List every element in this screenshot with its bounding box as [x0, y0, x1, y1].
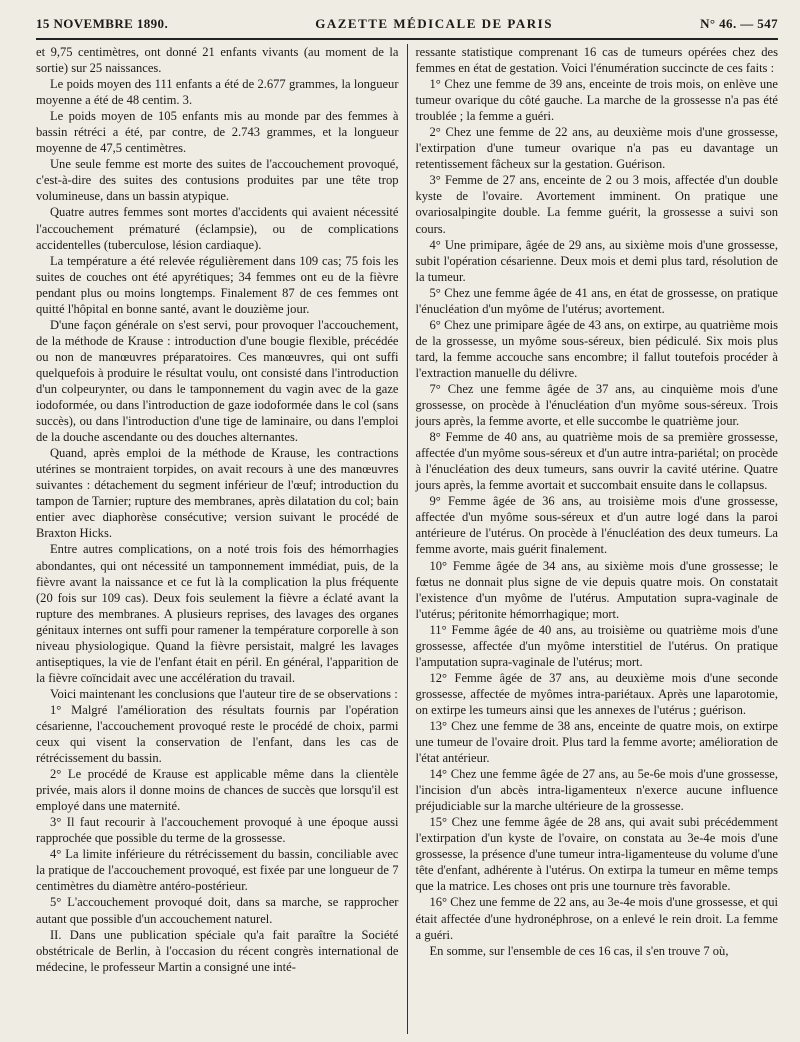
- paragraph: ressante statistique comprenant 16 cas de tumeurs opérées chez des femmes en état de gestation. Voici l'énumération succincte de ces faits :: [415, 45, 778, 76]
- right-column: [407, 44, 779, 1034]
- paragraph: 3° Il faut recourir à l'accouchement provoqué à une époque aussi rapprochée que possible du terme de la grossesse.: [36, 815, 399, 846]
- page-number: N° 46. — 547: [700, 16, 778, 31]
- paragraph: 16° Chez une femme de 22 ans, au 3e-4e mois d'une grossesse, et qui était affectée d'une hydronéphrose, on a enlevé le rein droit. La femme a guéri.: [415, 895, 778, 942]
- paragraph: Une seule femme est morte des suites de l'accouchement provoqué, c'est-à-dire des suites des contusions produites par une tête trop volumineuse, dans un bassin atypique.: [36, 157, 399, 204]
- paragraph: Le poids moyen de 105 enfants mis au monde par des femmes à bassin rétréci a été, par contre, de 2.743 grammes, et la longueur moyenne de 47,5 centimètres.: [36, 109, 399, 156]
- paragraph: 7° Chez une femme âgée de 37 ans, au cinquième mois d'une grossesse, on procède à l'énucléation d'un myôme sous-séreux. Trois jours après, la femme avorte, et elle succombe le quatrième jour.: [415, 381, 778, 429]
- paragraph: Le poids moyen des 111 enfants a été de 2.677 grammes, la longueur moyenne a été de 48 centim. 3.: [36, 77, 399, 108]
- paragraph: 13° Chez une femme de 38 ans, enceinte de quatre mois, on extirpe une tumeur de l'ovaire droit. Plus tard la femme avorte; amélioration de l'état antérieur.: [415, 718, 778, 766]
- paragraph: 6° Chez une primipare âgée de 43 ans, on extirpe, au quatrième mois de la grossesse, un myôme sous-séreux, bien pédiculé. Six mois plus tard, la femme accouche sans encombre; il fallut toutefois procéder à l'extraction manuelle du délivre.: [415, 317, 778, 380]
- paragraph: 4° La limite inférieure du rétrécissement du bassin, conciliable avec la pratique de l'accouchement provoqué, est fixée par une longueur de 7 centimètres du diamètre antéro-postérieur.: [36, 847, 399, 894]
- paragraph: Quand, après emploi de la méthode de Krause, les contractions utérines se montraient torpides, on avait recours à une des manœuvres suivantes : détachement du segment inférieur de l'œuf; introduction du tampon de Tarnier; rupture des membranes, après dilatation du col; bain entier avec diaphorèse consécutive; version suivant le procédé de Braxton Hicks.: [36, 446, 399, 541]
- paragraph: 1° Malgré l'amélioration des résultats fournis par l'opération césarienne, l'accouchement provoqué reste le procédé de choix, parmi ceux qui visent la conservation de l'enfant, dans les cas de rétrécissement du bassin.: [36, 702, 399, 766]
- paragraph: 11° Femme âgée de 40 ans, au troisième ou quatrième mois d'une grossesse, affectée d'un myôme interstitiel de l'utérus. On pratique l'amputation supra-vaginale de l'utérus; mort.: [415, 622, 778, 669]
- paragraph: 5° Chez une femme âgée de 41 ans, en état de grossesse, on pratique l'énucléation d'un myôme de l'utérus; avortement.: [415, 285, 778, 316]
- paragraph: La température a été relevée régulièrement dans 109 cas; 75 fois les suites de couches ont été apyrétiques; 34 femmes ont eu de la fièvre pendant plus ou moins longtemps. Finalement 87 de ces femmes ont quitté l'hôpital en bonne santé, avant le douzième jour.: [36, 253, 399, 316]
- paragraph: 10° Femme âgée de 34 ans, au sixième mois d'une grossesse; le fœtus ne donnait plus signe de vie depuis quatre mois. On constatait l'existence d'un myôme de l'utérus. Amputation supra-vaginale de l'utérus; péritonite hémorrhagique; mort.: [415, 558, 778, 621]
- paragraph: 1° Chez une femme de 39 ans, enceinte de trois mois, on enlève une tumeur ovarique du côté gauche. La marche de la grossesse n'a pas été troublée ; la femme a guéri.: [415, 77, 778, 124]
- paragraph: et 9,75 centimètres, ont donné 21 enfants vivants (au moment de la sortie) sur 25 naissances.: [36, 45, 399, 76]
- journal-title: GAZETTE MÉDICALE DE PARIS: [315, 16, 553, 31]
- paragraph: 12° Femme âgée de 37 ans, au deuxième mois d'une seconde grossesse, affectée de myômes intra-pariétaux. Après une laparotomie, on extirpe les tumeurs ainsi que les annexes de l'utérus ; guérison.: [415, 670, 778, 717]
- paragraph: 8° Femme de 40 ans, au quatrième mois de sa première grossesse, affectée d'un myôme sous-séreux et d'un autre intra-pariétal; on procède à l'énucléation des deux tumeurs, sans ouvrir la cavité utérine. Quatre jours après, la femme avortait et succombait ensuite dans le collapsus.: [415, 430, 778, 493]
- issue-date: 15 NOVEMBRE 1890.: [36, 16, 169, 31]
- paragraph: En somme, sur l'ensemble de ces 16 cas, il s'en trouve 7 où,: [429, 943, 729, 958]
- paragraph: D'une façon générale on s'est servi, pour provoquer l'accouchement, de la méthode de Krause : introduction d'une bougie flexible, précédée ou non de manœuvres préparatoires. Ces manœuvres, qui ont suffi quelquefois à produire le résultat voulu, ont consisté dans l'introduction d'un colpeurynter, ou dans le tamponnement du vagin avec de la gaze iodoformée, ou dans l'introduction de gaze iodoformée dans le col (sans succès), ou dans l'introduction d'une tige de laminaire, ou dans l'emploi de la douche ascendante ou des douches alternantes.: [36, 317, 399, 445]
- paragraph: 3° Femme de 27 ans, enceinte de 2 ou 3 mois, affectée d'un double kyste de l'ovaire. Avortement imminent. On pratique une ovariosalpingite double. La femme guérit, la grossesse a suivi son cours.: [415, 173, 778, 236]
- left-column: [36, 44, 407, 1034]
- paragraph: 2° Le procédé de Krause est applicable même dans la clientèle privée, mais alors il donne moins de chances de succès que lorsqu'il est employé dans une maternité.: [36, 767, 399, 814]
- paragraph: 2° Chez une femme de 22 ans, au deuxième mois d'une grossesse, l'extirpation d'une tumeur ovarique n'a pas eu davantage un retentissement fâcheux sur la gestation. Guérison.: [415, 125, 778, 172]
- text-columns: [36, 44, 778, 1034]
- paragraph: Quatre autres femmes sont mortes d'accidents qui avaient nécessité l'accouchement prématuré (éclampsie), ou de complications accidentelles (tuberculose, lésion cardiaque).: [36, 205, 399, 252]
- paragraph: 14° Chez une femme âgée de 27 ans, au 5e-6e mois d'une grossesse, l'incision d'un abcès intra-ligamenteux n'exerce aucune influence préjudiciable sur la marche ultérieure de la grossesse.: [415, 767, 778, 814]
- paragraph: 5° L'accouchement provoqué doit, dans sa marche, se rapprocher autant que possible d'un accouchement naturel.: [36, 895, 399, 926]
- paragraph: II. Dans une publication spéciale qu'a fait paraître la Société obstétricale de Berlin, à l'occasion du récent congrès international de médecine, le professeur Martin a consigné une inté-: [36, 927, 399, 974]
- paragraph: 4° Une primipare, âgée de 29 ans, au sixième mois d'une grossesse, subit l'opération césarienne. Deux mois et demi plus tard, résolution de la tumeur.: [415, 237, 778, 284]
- paragraph: Voici maintenant les conclusions que l'auteur tire de se observations :: [50, 686, 398, 701]
- paragraph: Entre autres complications, on a noté trois fois des hémorrhagies abondantes, qui ont nécessité un tamponnement immédiat, puis, de la fièvre avant la naissance et ce fut là la complication la plus fréquente (20 fois sur 109 cas). Deux fois seulement la fièvre a éclaté avant la rupture des membranes. A plusieurs reprises, des lavages des organes génitaux internes ont suffi pour ramener la température corporelle à son niveau physiologique. Quand la fièvre persistait, malgré les lavages antiseptiques, la vie de l'enfant était en péril. En général, l'apparition de la fièvre coïncidait avec une accélération du travail.: [36, 542, 399, 685]
- header-rule: [36, 38, 778, 40]
- page-header: [36, 16, 778, 36]
- paragraph: 9° Femme âgée de 36 ans, au troisième mois d'une grossesse, affectée d'un myôme sous-séreux et d'un autre logé dans la paroi antérieure de l'utérus. On procède à l'énucléation des deux tumeurs. La femme avorte, mais guérit finalement.: [415, 494, 778, 557]
- paragraph: 15° Chez une femme âgée de 28 ans, qui avait subi précédemment l'extirpation d'un kyste de l'ovaire, on constata au 3e-4e mois d'une grossesse, la présence d'une tumeur intra-ligamenteuse du volume d'une tête d'enfant, adhérente à l'utérus. On extirpa la tumeur en même temps que la matrice. Les choses ont pris une tournure très favorable.: [415, 815, 778, 894]
